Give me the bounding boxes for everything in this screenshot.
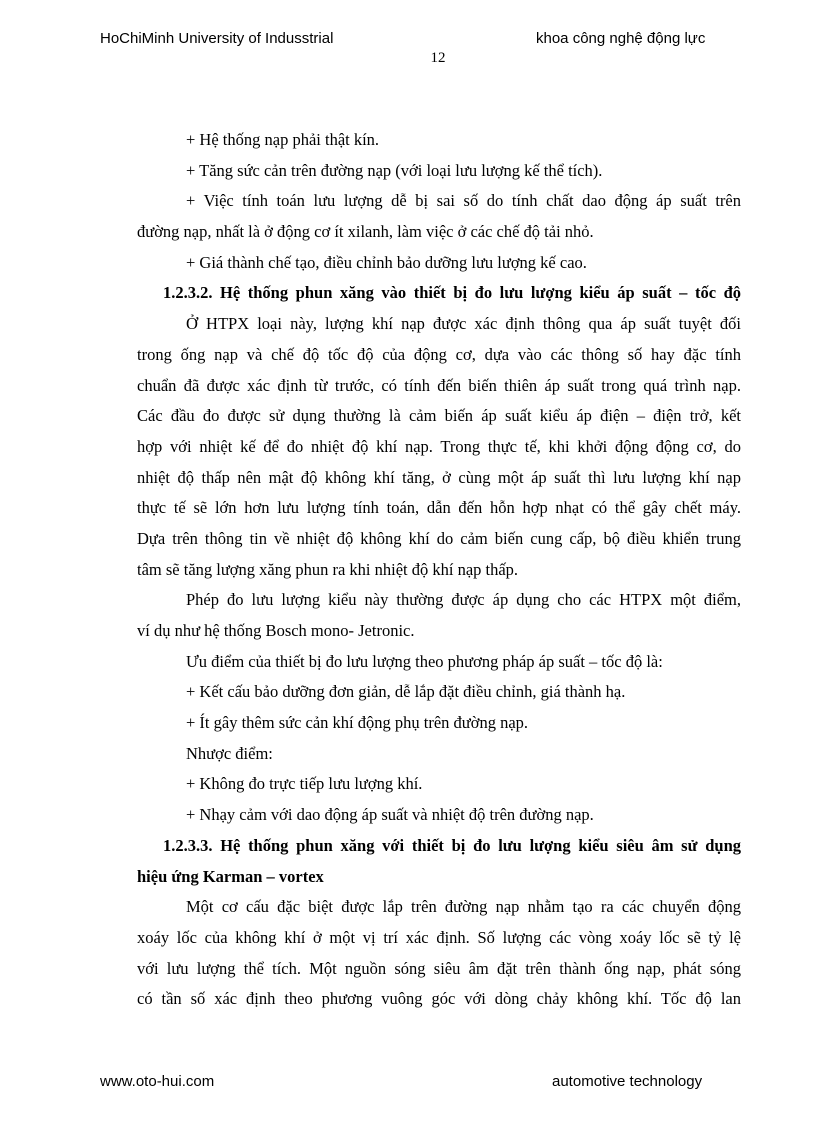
text-line: + Không đo trực tiếp lưu lượng khí. <box>186 774 423 794</box>
text-line: + Nhạy cảm với dao động áp suất và nhiệt độ trên đường nạp. <box>186 805 594 825</box>
text-line: trong ống nạp và chế độ tốc độ của động cơ, dựa vào các thông số hay đặc tính <box>137 344 741 364</box>
text-line: tâm sẽ tăng lượng xăng phun ra khi nhiệt độ khí nạp thấp. <box>137 559 519 579</box>
text-line: chuẩn đã được xác định từ trước, có tính đến biến thiên áp suất trong quá trình nạp. <box>137 375 741 395</box>
header-right: khoa công nghệ động lực <box>536 30 706 47</box>
section-heading: 1.2.3.3. Hệ thống phun xăng với thiết bị đo lưu lượng kiểu siêu âm sử dụng <box>163 835 741 855</box>
document-body <box>137 125 741 1015</box>
text-line: hợp với nhiệt kế để đo nhiệt độ khí nạp. Trong thực tế, khi khởi động động cơ, do <box>137 436 741 456</box>
text-line: Dựa trên thông tin về nhiệt độ không khí do cảm biến cung cấp, bộ điều khiển trung <box>137 528 741 548</box>
text-line: với lưu lượng thể tích. Một nguồn sóng siêu âm đặt trên thành ống nạp, phát sóng <box>137 958 741 978</box>
text-line: xoáy lốc của không khí ở một vị trí xác định. Số lượng các vòng xoáy lốc sẽ tỷ lệ <box>137 927 741 947</box>
text-line: có tần số xác định theo phương vuông góc với dòng chảy không khí. Tốc độ lan <box>137 989 741 1009</box>
text-line: Một cơ cấu đặc biệt được lắp trên đường nạp nhằm tạo ra các chuyển động <box>186 897 741 917</box>
header-left: HoChiMinh University of Indusstrial <box>100 30 334 47</box>
text-line: + Ít gây thêm sức cản khí động phụ trên đường nạp. <box>186 713 529 733</box>
footer-left: www.oto-hui.com <box>100 1073 215 1090</box>
text-line: đường nạp, nhất là ở động cơ ít xilanh, làm việc ở các chế độ tải nhỏ. <box>137 222 594 242</box>
text-line: + Tăng sức cản trên đường nạp (với loại lưu lượng kế thể tích). <box>186 160 603 180</box>
text-line: Nhược điểm: <box>186 743 273 763</box>
text-line: ví dụ như hệ thống Bosch mono- Jetronic. <box>137 621 415 640</box>
text-line: Phép đo lưu lượng kiểu này thường được áp dụng cho các HTPX một điểm, <box>186 590 741 610</box>
section-heading-cont: hiệu ứng Karman – vortex <box>137 866 324 886</box>
text-line: Ưu điểm của thiết bị đo lưu lượng theo phương pháp áp suất – tốc độ là: <box>186 651 663 671</box>
footer-right: automotive technology <box>552 1073 703 1090</box>
page-number: 12 <box>430 50 446 66</box>
text-line: + Việc tính toán lưu lượng dễ bị sai số do tính chất dao động áp suất trên <box>186 191 741 211</box>
text-line: Các đầu đo được sử dụng thường là cảm biến áp suất kiểu áp điện – điện trở, kết <box>137 406 741 426</box>
text-line: + Kết cấu bảo dưỡng đơn giản, dễ lắp đặt điều chỉnh, giá thành hạ. <box>186 682 626 702</box>
text-line: Ở HTPX loại này, lượng khí nạp được xác định thông qua áp suất tuyệt đối <box>186 314 741 334</box>
text-line: thực tế sẽ lớn hơn lưu lượng tính toán, dẫn đến hỗn hợp nhạt có thể gây chết máy. <box>137 498 741 518</box>
text-line: nhiệt độ thấp nên mật độ không khí tăng, ở cùng một áp suất thì lưu lượng khí nạp <box>137 467 741 487</box>
section-heading: 1.2.3.2. Hệ thống phun xăng vào thiết bị đo lưu lượng kiểu áp suất – tốc độ <box>163 283 741 303</box>
text-line: + Hệ thống nạp phải thật kín. <box>186 130 380 149</box>
text-line: + Giá thành chế tạo, điều chỉnh bảo dưỡng lưu lượng kế cao. <box>186 252 587 272</box>
